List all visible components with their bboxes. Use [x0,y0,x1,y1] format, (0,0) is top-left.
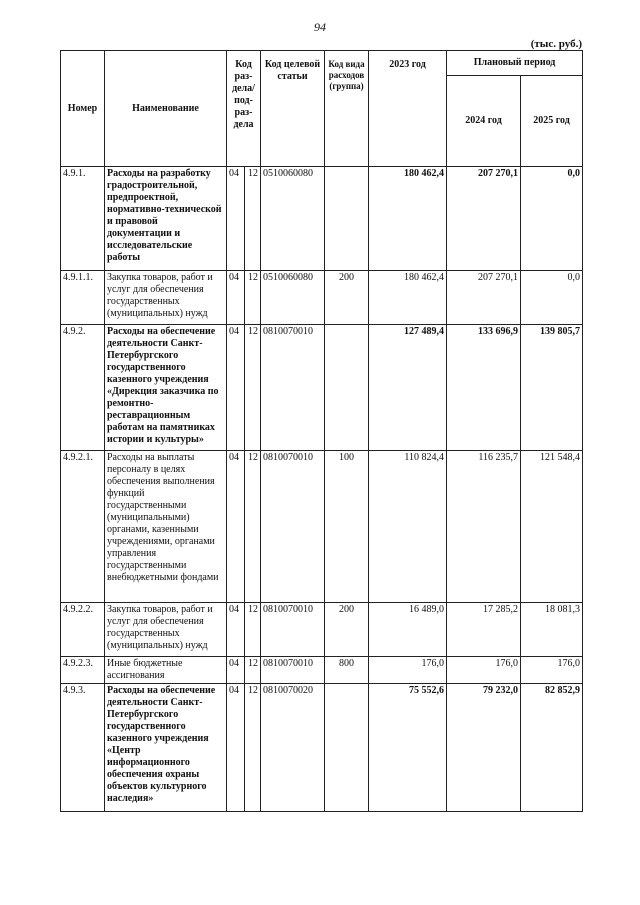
row-2025: 18 081,3 [521,603,583,657]
table-row [61,451,583,603]
row-podrazdel: 12 [245,167,261,271]
header-2024: 2024 год [447,76,521,167]
row-name: Иные бюджетные ассигнования [105,657,227,684]
row-target: 0510060080 [261,167,325,271]
row-target: 0810070010 [261,451,325,603]
table-row [61,167,583,271]
row-number: 4.9.2.1. [61,451,105,603]
table-row [61,684,583,812]
row-target: 0810070010 [261,603,325,657]
row-2025: 139 805,7 [521,325,583,451]
header-number: Номер [61,51,105,167]
row-2024: 133 696,9 [447,325,521,451]
row-2023: 75 552,6 [369,684,447,812]
header-target: Код целевой статьи [261,51,325,167]
row-2023: 110 824,4 [369,451,447,603]
row-podrazdel: 12 [245,657,261,684]
row-expense: 200 [325,271,369,325]
row-2024: 116 235,7 [447,451,521,603]
row-number: 4.9.1. [61,167,105,271]
row-podrazdel: 12 [245,271,261,325]
row-2025: 176,0 [521,657,583,684]
header-name: Наименование [105,51,227,167]
row-expense [325,167,369,271]
row-razdel: 04 [227,603,245,657]
units-label: (тыс. руб.) [530,38,582,50]
row-podrazdel: 12 [245,603,261,657]
row-target: 0810070010 [261,657,325,684]
row-2023: 127 489,4 [369,325,447,451]
row-2024: 17 285,2 [447,603,521,657]
row-expense [325,325,369,451]
header-2025: 2025 год [521,76,583,167]
row-number: 4.9.1.1. [61,271,105,325]
row-name: Расходы на обеспечение деятельности Санкт-Петербургского государственного казенного учреждения «Дирекция заказчика по ремонтно-реставрационным работам на памятниках истории и культуры» [105,325,227,451]
row-number: 4.9.2.3. [61,657,105,684]
row-razdel: 04 [227,325,245,451]
row-expense: 200 [325,603,369,657]
row-podrazdel: 12 [245,684,261,812]
table-row [61,325,583,451]
row-name: Закупка товаров, работ и услуг для обеспечения государственных (муниципальных) нужд [105,603,227,657]
row-razdel: 04 [227,657,245,684]
row-name: Расходы на обеспечение деятельности Санкт-Петербургского государственного казенного учреждения «Центр информационного обеспечения охраны объектов культурного наследия» [105,684,227,812]
row-razdel: 04 [227,167,245,271]
row-podrazdel: 12 [245,451,261,603]
row-name: Закупка товаров, работ и услуг для обеспечения государственных (муниципальных) нужд [105,271,227,325]
row-podrazdel: 12 [245,325,261,451]
row-target: 0810070010 [261,325,325,451]
row-expense: 100 [325,451,369,603]
row-razdel: 04 [227,271,245,325]
row-expense [325,684,369,812]
row-2025: 82 852,9 [521,684,583,812]
table-row [61,603,583,657]
header-expense: Код вида расходов (группа) [325,51,369,167]
row-2023: 180 462,4 [369,271,447,325]
header-section: Код раз-дела/ под-раз-дела [227,51,261,167]
row-expense: 800 [325,657,369,684]
table-row [61,657,583,684]
row-2024: 207 270,1 [447,167,521,271]
header-2023: 2023 год [369,51,447,167]
table-row [61,271,583,325]
header-planned-period: Плановый период [447,51,583,76]
row-2023: 176,0 [369,657,447,684]
row-number: 4.9.2. [61,325,105,451]
budget-table [60,50,583,812]
row-2023: 16 489,0 [369,603,447,657]
row-2024: 207 270,1 [447,271,521,325]
row-target: 0510060080 [261,271,325,325]
row-2025: 0,0 [521,271,583,325]
row-2023: 180 462,4 [369,167,447,271]
row-name: Расходы на выплаты персоналу в целях обеспечения выполнения функций государственными (муниципальными) органами, казенными учреждениями, органами управления государственными внебюджетными фондами [105,451,227,603]
row-razdel: 04 [227,684,245,812]
row-name: Расходы на разработку градостроительной, предпроектной, нормативно-технической и правовой документации и исследовательские работы [105,167,227,271]
table-body [61,167,583,812]
row-razdel: 04 [227,451,245,603]
row-2025: 0,0 [521,167,583,271]
row-2025: 121 548,4 [521,451,583,603]
row-2024: 176,0 [447,657,521,684]
row-target: 0810070020 [261,684,325,812]
row-number: 4.9.2.2. [61,603,105,657]
page-number: 94 [314,20,326,34]
row-number: 4.9.3. [61,684,105,812]
row-2024: 79 232,0 [447,684,521,812]
